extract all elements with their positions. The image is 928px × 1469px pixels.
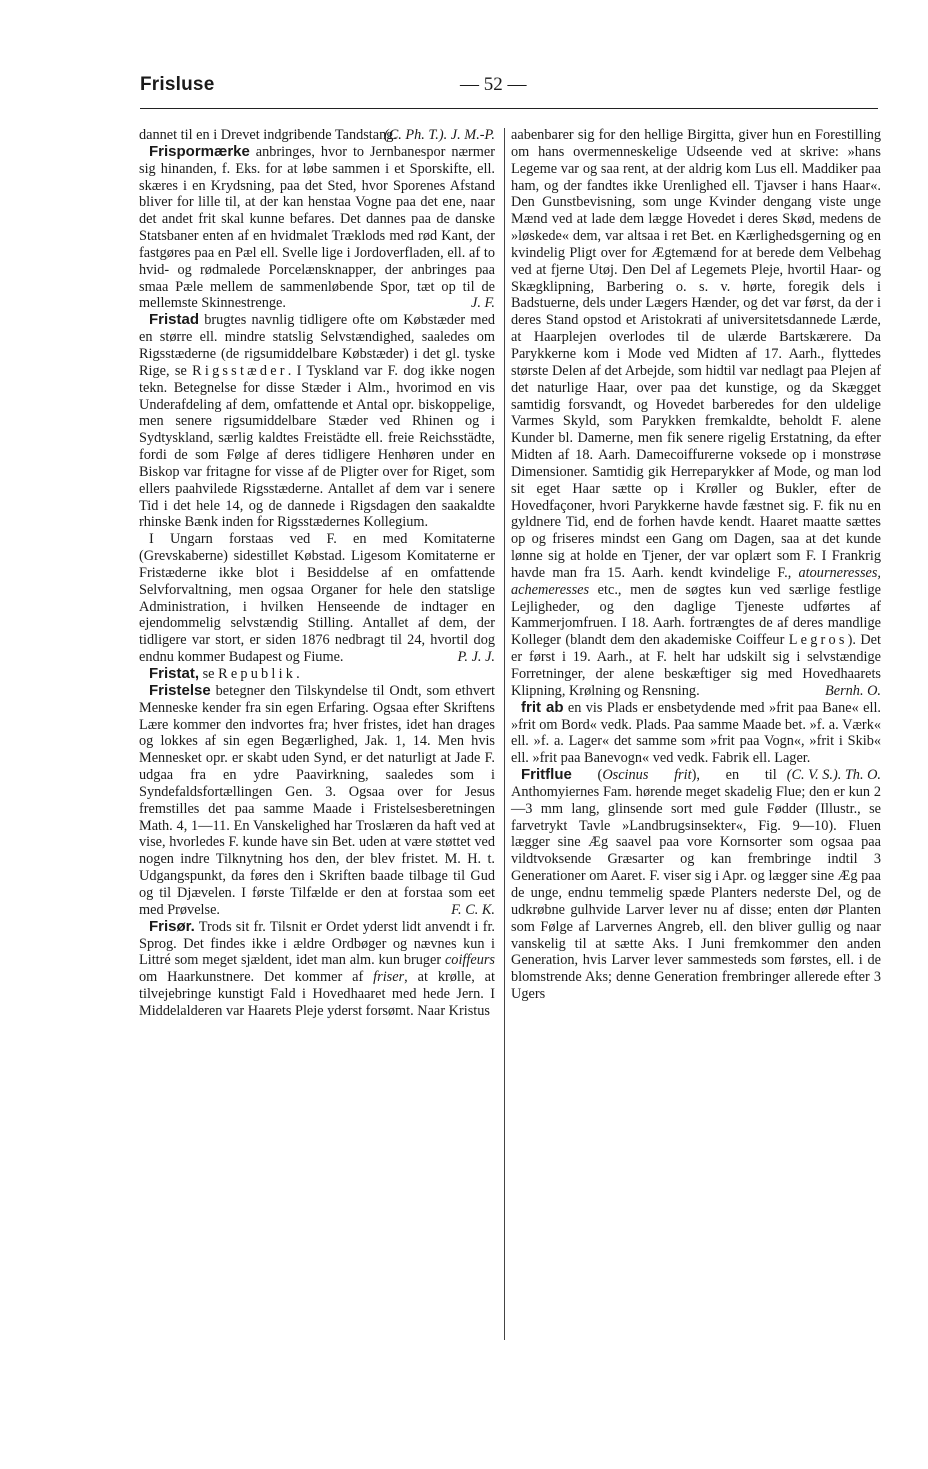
entry-text: etc., men de søgtes kun ved særlige festlige Lejligheder, og den daglige Tjeneste udførtes af Kammerjomfruen. I 18. Aarh. fortrængtes de af deres mandlige Kolleger (blandt dem den akademiske Coiffeur	[511, 581, 881, 649]
entry-text: anbringes, hvor to Jernbanespor nærmer sig hinanden, f. Eks. for at løbe sammen i et Sporskifte, ell. skæres i en Krydsning, paa det Sted, hvor Sporenes Afstand bliver for lille til, at der kan henstaa Vogne paa det ene, naar det andet frit skal kunne befares. Det dannes paa de danske Statsbaner enten af en hvidmalet Træklods med rød Kant, der fastgøres paa en Pæl ell. Svelle lige i Jordoverfladen, ell. af to hvid- og rødmalede Porcelænsknapper, der anbringes paa smaa Pæle mellem de sammenløbende Spor, tæt op til de mellemste Skinnestrenge.	[139, 143, 495, 312]
entry-frisoer-continued	[511, 127, 881, 700]
headword: Fritflue	[521, 766, 572, 784]
signature: (C. V. S.). Th. O.	[786, 767, 881, 784]
entry-text: en vis Plads er ensbetydende med »frit paa Bane« ell. »frit om Bord« vedk. Plads. Paa samme Maade bet. »f. a. Værk« ell. »f. a. Lager« det samme som »frit paa Vogn«, »frit i Skib« ell. »frit paa Banevogn« ved vedk. Fabrik ell. Lager.	[511, 699, 881, 767]
headword: Fristelse	[149, 681, 211, 699]
entry-text: ), en til Anthomyiernes Fam. hørende meget skadelig Flue; den er kun 2—3 mm lang, glinsende sort med gule Fødder (Illustr., se farvetrykt Tavle »Landbrugsinsekter«, Fig. 9—10). Fluen lægger sine Æg saavel paa vore Kornsorter som ogsaa paa vildtvoksende Græsarter og kan frembringe indtil 3 Generationer om Aaret. F. viser sig i Apr. og lægger sine Æg paa de unge, endnu temmelig spæde Planters nederste Del, og de udkrøbne gulhvide Larver lever nu af disse; enten dør Planten som Følge af Larvernes Angreb, ell. den bliver gullig og naar vanskelig til at sætte Aks. I Juni fremkommer den anden Generation, hvis Larver lever sammesteds som førstes, ell. i de blomstrende Aks; denne Generation frembringer allerede efter 3 Ugers	[511, 767, 881, 1003]
entry-italic: coiffeurs	[444, 952, 495, 969]
entry-text: I Ungarn forstaas ved F. en med Komitaterne (Grevskaberne) sidestillet Købstad. Ligesom Komitaterne er Fristæderne ikke blot i Besiddelse af en omfattende Selvforvaltning, men ogsaa Organer for hele den statslige Administration, i hvilken Henseende de indtager en ejendommelig selvstændig Stilling. Antallet af dem, der tidligere var stort, er siden 1876 nedbragt til 24, hvortil dog endnu kommer Budapest og Fiume.	[139, 531, 495, 666]
signature: (C. Ph. T.). J. M.-P.	[383, 127, 495, 143]
entry-text: betegner den Tilskyndelse til Ondt, som ethvert Menneske kender fra sin egen Erfaring. Ogsaa efter Skriftens Lære kommer den indvortes fra; hver fristes, idet han drages og lokkes af sin egen Begærlighed, Jak. 1, 14. Men hvis Mennesket opr. er skabt uden Synd, er det naturligt at Jade F. udgaa fra en ydre Paavirkning, saaledes som i Syndefaldsfortællingen Gen. 3. Ogsaa over for Jesus fremstilles det paa samme Maade i Fristelsesberetningen Math. 4, 1—11. En Vanskelighed har Troslæren da haft ved at vise, hvorledes F. kunde have sin Bet. uden at være støttet ved nogen indre Tilknytning hos den, der blev fristet. M. H. t. Udgangspunkt, da føres den i Skriften baade tilbage til Gud og til Djævelen. I første Tilfælde er den at forstaa som eet med Prøvelse.	[139, 682, 495, 918]
entry-fristad-ungarn	[139, 531, 495, 666]
entry-text: Trods sit fr. Tilsnit er Ordet yderst lidt anvendt i fr. Sprog. Det findes ikke i ældre Ordbøger og nævnes kun i Littré som meget sjældent, idet man alm. kun bruger	[139, 918, 495, 969]
entry-frispormaerke	[139, 144, 495, 312]
header-rule	[140, 108, 878, 109]
entry-text: . I Tyskland var F. dog ikke nogen tekn. Betegnelse for disse Stæder i Alm., hvorimod en vis Underafdeling af dem, omfattende et Antal opr. biskoppelige, men senere rigsumiddelbare Stæder ved Rhinen og i Sydtyskland, særlig kaldtes Freistädte ell. freie Reichsstädte, fordi de som Følge af deres tidligere Henhøren under en Biskop var fritagne for visse af de Pligter over for Riget, som ellers paahvilede Rigsstæderne. Antallet af dem var i senere Tid i det hele 14, og de dannede i Rigsdagen den saakaldte rhinske Bænk inden for Rigsstædernes Kollegium.	[139, 362, 495, 531]
signature: F. C. K.	[451, 901, 495, 918]
right-column	[511, 127, 881, 1003]
entry-fristat	[139, 666, 495, 683]
headword: Frisør.	[149, 917, 195, 935]
column-divider	[504, 128, 505, 1340]
headword: Fristat,	[149, 665, 200, 682]
cross-reference[interactable]: Republik	[218, 666, 297, 682]
signature: J. F.	[471, 295, 495, 312]
page-header	[140, 74, 878, 104]
headword: Fristad	[149, 311, 200, 329]
cross-reference[interactable]: Rigsstæder	[192, 362, 288, 379]
cross-reference[interactable]: Legros	[788, 632, 848, 649]
signature: P. J. J.	[457, 649, 495, 666]
entry-italic: atourneresses, achemeresses	[511, 564, 881, 598]
headword: frit ab	[521, 698, 564, 716]
left-column	[139, 127, 495, 1020]
entry-fritflue	[511, 767, 881, 1003]
entry-text: ). Det er først i 19. Aarh., at F. helt har udskilt sig i selvstændige Forretninger, der alene beskæftiger sig med Hovedhaarets Klipning, Krølning og Rensning.	[511, 632, 881, 699]
entry-italic: friser	[373, 969, 405, 986]
entry-italic: Oscinus frit	[602, 767, 692, 784]
page-number: — 52 —	[460, 74, 527, 95]
continuation-text: dannet til en i Drevet indgribende Tandstang.	[139, 127, 397, 143]
entry-text: brugtes navnlig tidligere ofte om Købstæder med en større ell. mindre statslig Selvstændighed, saaledes om Rigsstæderne (de rigsumiddelbare Købstæder) i det gl. tyske Rige, se	[139, 312, 495, 379]
headword: Frispormærke	[149, 142, 250, 160]
entry-text: aabenbarer sig for den hellige Birgitta, giver hun en Forestilling om hans overmenneskelige Udseende ved at skrive: »hans Legeme var og saa rent, at der aldrig kom Lus ell. Maddiker paa ham, og der fandtes ikke Urenlighed ell. Tjavser i hans Haar«. Den Gunstbevisning, som unge Kvinder dengang viste unge Mænd ved at lade dem lægge Hovedet i deres Skød, medens de »løskede« dem, var altsaa i ret Bet. en Kærlighedsgerning og en kvindelig Pligt over for Ægtemænd for at berede dem Velbehag ved at fjerne Utøj. Den Del af Legemets Pleje, hvortil Haar- og Skægklipning, Barbering o. s. v. hørte, foregik dels i Badstuerne, dels under Lægers Hænder, og det var først, da der i deres Stand opstod et Aristokrati af universitetsdannede Lærde, at Haarplejen overlodes til de ulærde Bartskærere. Da Parykkerne kom i Mode ved Midten af 17. Aarh., flyttedes største Delen af det Arbejde, som hidtil var nedlagt paa Plejen af det naturlige Haar, over paa det kunstige, og da Skægget samtidig forsvandt, og Hovedet barberedes for den uldelige Varmes Skyld, som Parykken fremkaldte, beholdt F. alene Kunder bl. Damerne, men fik senere rigelig Erstatning, da efter Midten af 18. Aarh. Damecoiffurerne voksede op i monstrøse Dimensioner. Samtidig gik Herreparykker af Mode, og man lod sit eget Haar sætte op i Krøller og Bukler, efter de Hovedfaçoner, hvori Parykkerne havde fæstnet sig. F. fik nu en gyldnere Tid, end de forhen havde kendt. Haaret maatte sættes op og friseres mindst een Gang om Dagen, saa at det kunde lønne sig at holde en Tjener, der var oplært som F. I Frankrig havde man fra 15. Aarh. kendt kvindelige F.,	[511, 127, 881, 581]
entry-text: , at krølle, at tilvejebringe kunstigt Fald i Hovedhaaret med hede Jern. I Middelalderen var Haarets Pleje yderst forsømt. Naar Kristus	[139, 969, 496, 1019]
entry-fristelse	[139, 683, 495, 919]
entry-text: (	[571, 767, 603, 784]
signature: Bernh. O.	[825, 682, 881, 699]
entry-frisoer	[139, 919, 495, 1020]
entry-text: se	[199, 666, 219, 682]
entry-text: om Haarkunstnere. Det kommer af	[139, 969, 374, 986]
entry-fristad	[139, 312, 495, 531]
running-title: Frisluse	[140, 74, 215, 95]
entry-text: .	[296, 666, 300, 682]
